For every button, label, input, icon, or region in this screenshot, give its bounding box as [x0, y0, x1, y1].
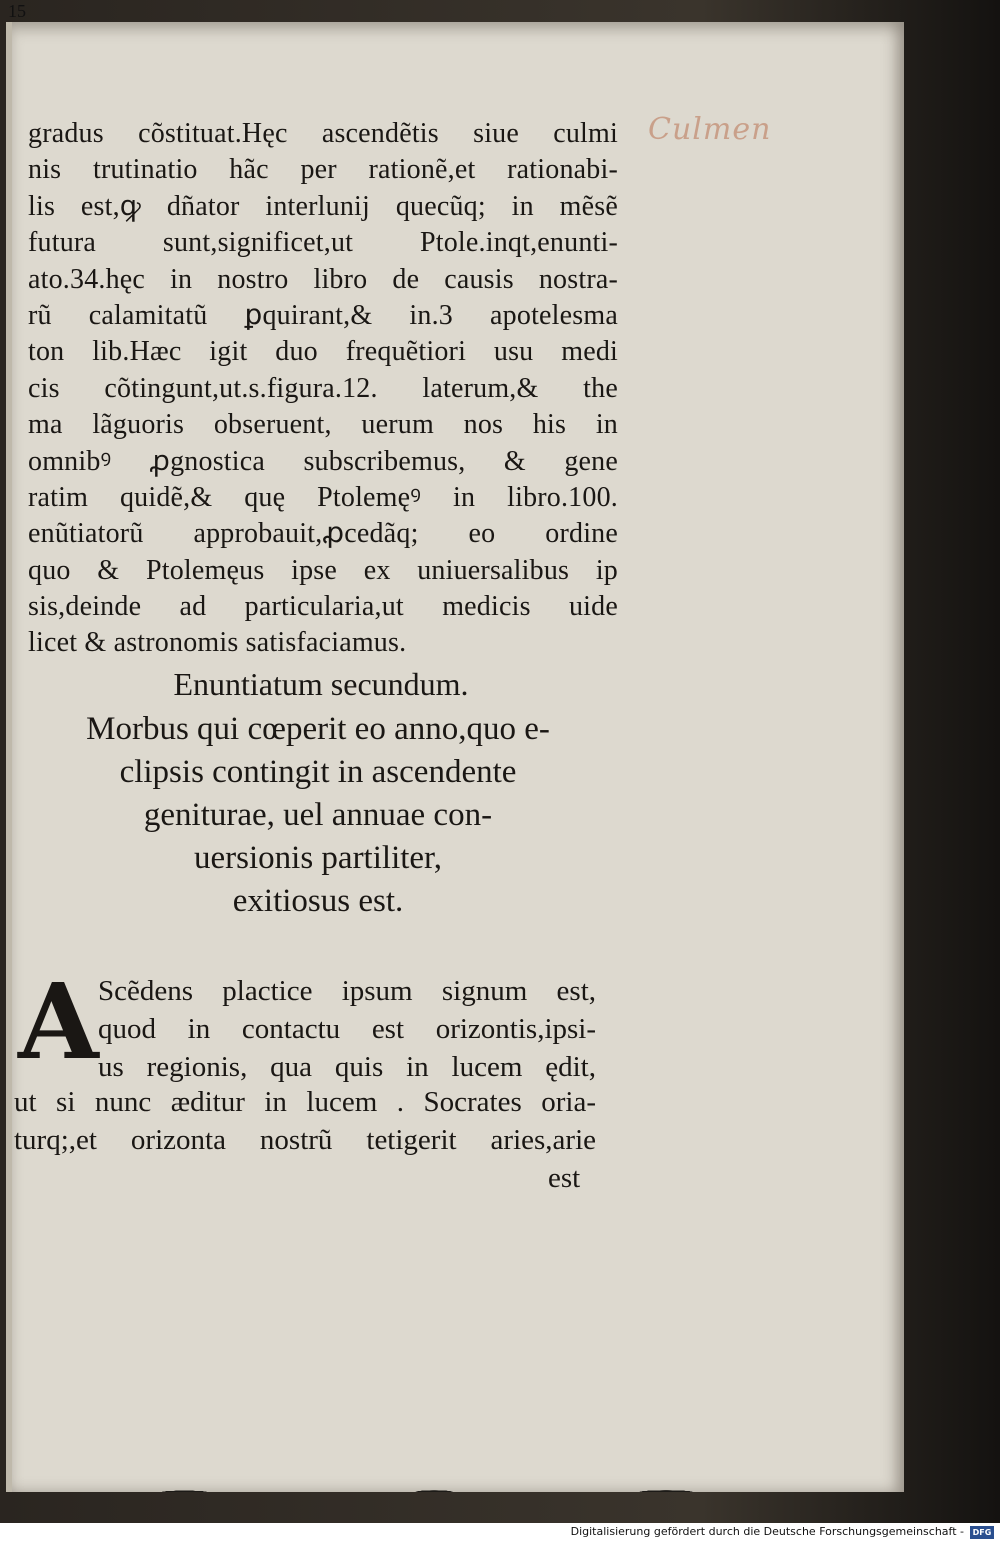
proposition-line: exitiosus est. [232, 883, 404, 919]
funding-credit: Digitalisierung gefördert durch die Deutsche Forschungsgemeinschaft - [570, 1525, 964, 1538]
commentary-line: ut si nunc æditur in lucem . Socrates oria- [14, 1086, 596, 1118]
commentary-full-width [14, 1083, 596, 1159]
drop-cap-initial: A [18, 960, 99, 1083]
text-line: omnibꝰ ꝓgnostica subscribemus, & gene [28, 445, 618, 477]
text-line: lis est,ꝙ dñator interlunij quecũq; in mẽsẽ [28, 190, 618, 222]
proposition-block [18, 708, 618, 923]
commentary-indented [98, 972, 596, 1086]
commentary-line: quod in contactu est orizontis,ipsi- [98, 1013, 596, 1045]
page-number-mark: 15 [8, 1, 26, 21]
text-line: ato.34.hęc in nostro libro de causis nostra- [28, 263, 618, 295]
proposition-line: clipsis contingit in ascendente [119, 754, 517, 790]
text-line: ton lib.Hæc igit duo frequẽtiori usu medi [28, 336, 618, 368]
body-paragraph [28, 116, 618, 662]
text-line: enũtiatorũ approbauit,ꝓcedãq; eo ordine [28, 518, 618, 550]
footer-bar [0, 1523, 1000, 1543]
text-line: quo & Ptolemęus ipse ex uniuersalibus ip [28, 554, 618, 586]
text-line: ma lãguoris obseruent, uerum nos his in [28, 409, 618, 441]
text-line: gradus cõstituat.Hęc ascendẽtis siue culmi [28, 118, 618, 149]
dfg-logo-icon: DFG [970, 1526, 994, 1539]
commentary-line: turq;,et orizonta nostrũ tetigerit aries,arie [14, 1124, 596, 1156]
proposition-line: Morbus qui cœperit eo anno,quo e- [86, 711, 550, 747]
commentary-line: us regionis, qua quis in lucem ędit, [98, 1051, 596, 1083]
commentary-line: Scẽdens plactice ipsum signum est, [98, 975, 596, 1007]
catchword: est [548, 1162, 581, 1194]
marginal-annotation: Culmen [648, 112, 772, 147]
section-heading: Enuntiatum secundum. [173, 666, 469, 702]
text-line: rũ calamitatũ ꝑquirant,& in.3 apotelesma [28, 299, 618, 331]
text-line: ratim quidẽ,& quę Ptolemęꝰ in libro.100. [28, 481, 618, 513]
text-line: futura sunt,significet,ut Ptole.inqt,enunti- [28, 227, 618, 259]
proposition-line: uersionis partiliter, [194, 840, 442, 876]
text-line: licet & astronomis satisfaciamus. [28, 627, 407, 659]
torn-page-edge [6, 1448, 898, 1492]
proposition-line: geniturae, uel annuae con- [143, 797, 493, 833]
text-line: nis trutinatio hãc per rationẽ,et rationabi- [28, 154, 618, 186]
text-line: sis,deinde ad particularia,ut medicis uide [28, 591, 618, 623]
text-line: cis cõtingunt,ut.s.figura.12. laterum,& the [28, 372, 618, 404]
